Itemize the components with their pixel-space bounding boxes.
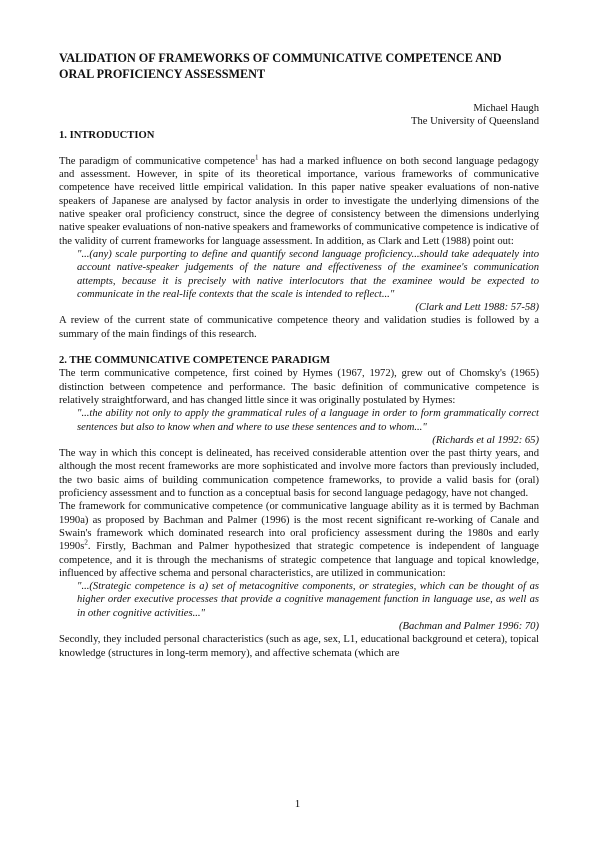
paradigm-p3-text-b: . Firstly, Bachman and Palmer hypothesized that strategic competence is independent of language competence, and it is through the mechanisms of strategic competence that language and topical knowledge, influenced by affective schema and personal characteristics, are utilized in communication: xyxy=(59,541,539,579)
paradigm-block-quote-1: "...the ability not only to apply the grammatical rules of a language in order to form grammatically correct sentences but also to know when and where to use these sentences and to whom..." xyxy=(77,408,539,433)
author-affiliation: The University of Queensland xyxy=(411,116,539,128)
intro-block-quote: "...(any) scale purporting to define and quantify second language proficiency...should take adequately into account native-speaker judgements of the nature and effectiveness of the examinee's communication attempts, because it is precisely with native interlocutors that the examinee would be expected to communicate in the real-life contexts that the scale is intended to reflect..." xyxy=(77,248,539,300)
paradigm-p3-text-a: The framework for communicative competence (or communicative language ability as it is termed by Bachman 1990a) as proposed by Bachman and Palmer (1996) is the most recent significant re-working of Canale and Swain's framework which dominated research into oral proficiency assessment during the 1980s and early 1990s xyxy=(59,501,539,553)
paradigm-quote-citation-2: (Bachman and Palmer 1996: 70) xyxy=(398,620,539,632)
page-number: 1 xyxy=(294,799,301,810)
paradigm-quote-citation-1: (Richards et al 1992: 65) xyxy=(432,434,539,446)
paradigm-paragraph-1: The term communicative competence, first coined by Hymes (1967, 1972), grew out of Chomsky's (1965) distinction between competence and performance. The basic definition of communicative competence is relatively straightforward, and has changed little since it was originally postulated by Hymes: xyxy=(59,368,539,406)
section-heading-introduction: 1. INTRODUCTION xyxy=(59,129,155,141)
paradigm-block-quote-2: "...(Strategic competence is a) set of metacognitive components, or strategies, which can be thought of as higher order executive processes that provide a cognitive management function in language use, as well as in other cognitive activities..." xyxy=(77,581,539,619)
footnote-marker-1[interactable]: 1 xyxy=(254,153,259,162)
paradigm-paragraph-4: Secondly, they included personal characteristics (such as age, sex, L1, educational background et cetera), topical knowledge (structures in long-term memory), and affective schemata (which are xyxy=(59,634,539,659)
paradigm-paragraph-3 xyxy=(59,500,539,580)
intro-p1-text-a: The paradigm of communicative competence xyxy=(59,155,255,167)
paper-page xyxy=(59,50,539,660)
paper-title: VALIDATION OF FRAMEWORKS OF COMMUNICATIVE COMPETENCE AND ORAL PROFICIENCY ASSESSMENT xyxy=(59,51,502,81)
paradigm-paragraph-2: The way in which this concept is delineated, has received considerable attention over the past thirty years, and although the most recent frameworks are more sophisticated and involve more factors than previously included, the two basic aims of building communication competence frameworks, to provide a valid basis for (oral) proficiency assessment and to function as a conceptual basis for second language pedagogy, have not changed. xyxy=(59,448,539,500)
author-name: Michael Haugh xyxy=(473,103,539,114)
intro-p1-text-b: has had a marked influence on both second language pedagogy and assessment. However, in spite of its theoretical importance, various frameworks of communicative competence have received little empirical validation. In this paper native speaker evaluations of non-native speakers of Japanese are analysed by factor analysis in order to investigate the underlying dimensions of the native speaker oral proficiency construct, since the degree of consistency between the dimensions underlying native speaker evaluations of non-native speakers and frameworks of communicative competence is indicative of the validity of current frameworks for language assessment. In addition, as Clark and Lett (1988) point out: xyxy=(59,155,539,247)
section-heading-paradigm: 2. THE COMMUNICATIVE COMPETENCE PARADIGM xyxy=(59,355,331,367)
intro-quote-citation: (Clark and Lett 1988: 57-58) xyxy=(415,302,539,314)
intro-paragraph-1 xyxy=(59,155,539,248)
intro-paragraph-2: A review of the current state of communicative competence theory and validation studies is followed by a summary of the main findings of this research. xyxy=(59,315,539,340)
footnote-marker-2[interactable]: 2 xyxy=(84,538,88,547)
author-block xyxy=(59,102,539,129)
